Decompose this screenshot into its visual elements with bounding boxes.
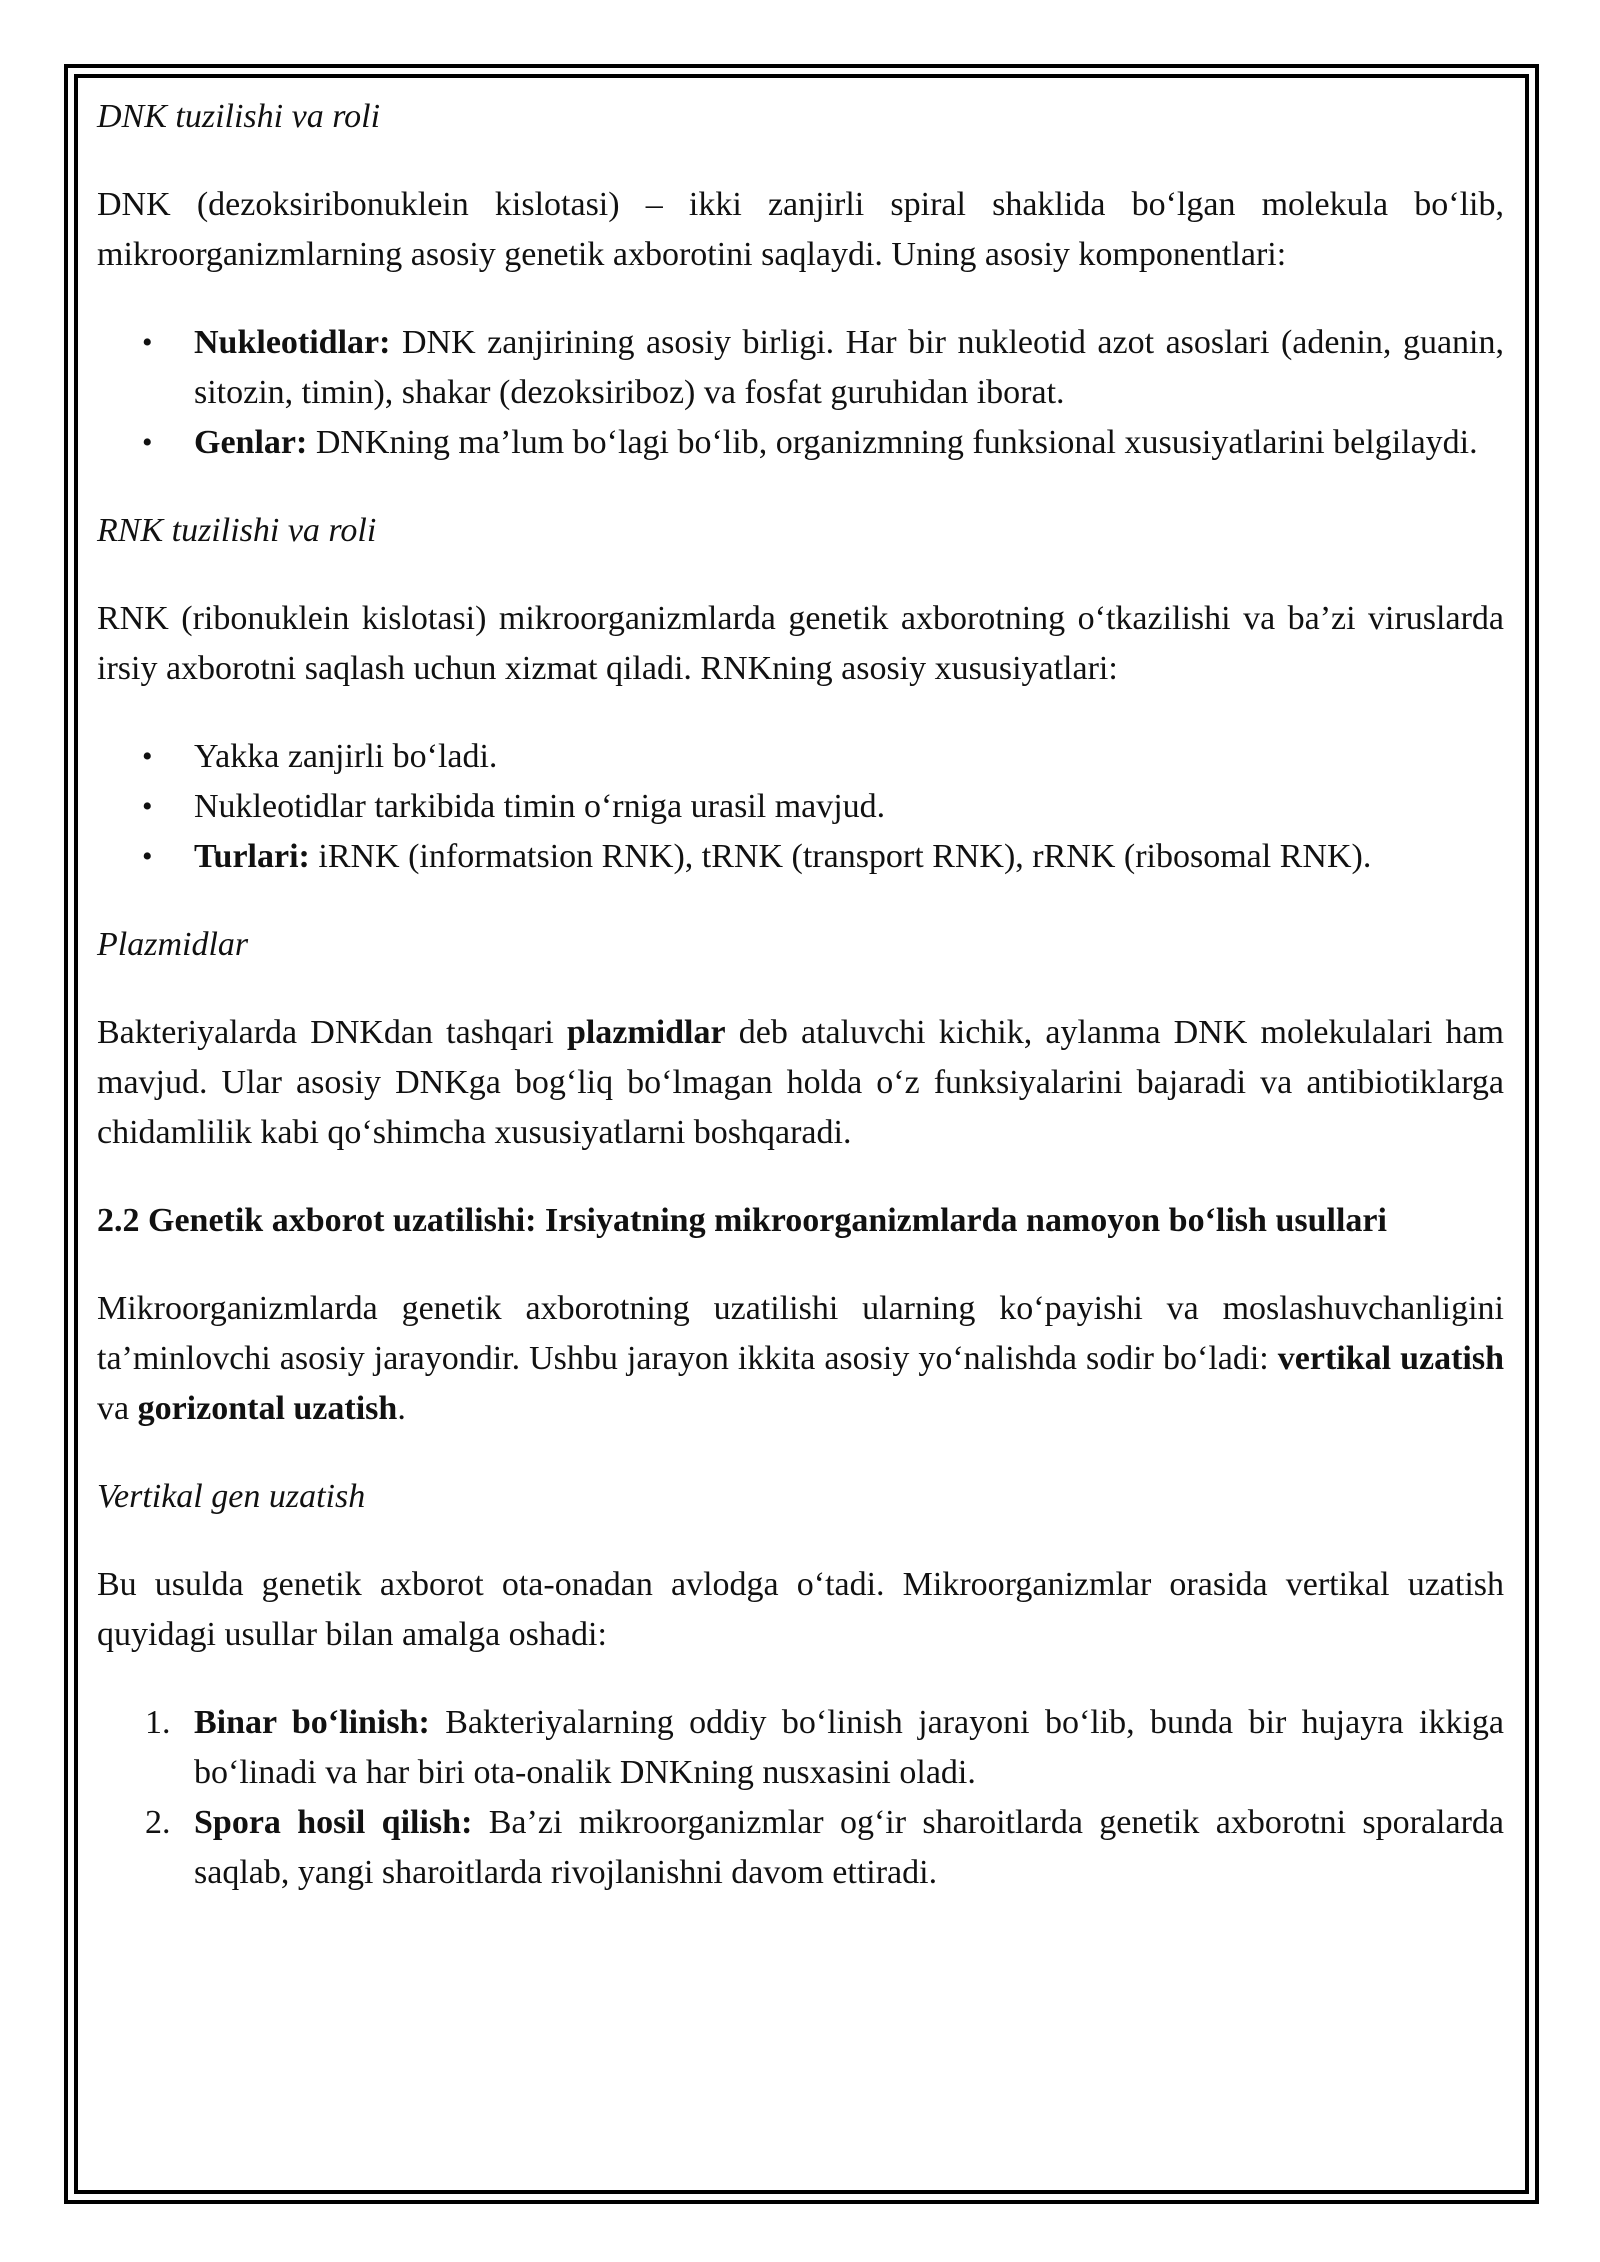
bullet-icon: • bbox=[142, 326, 153, 359]
list-item-label: Turlari: bbox=[194, 838, 310, 875]
list-item bbox=[97, 1698, 1504, 1798]
rnk-intro-paragraph: RNK (ribonuklein kislotasi) mikroorganizmlarda genetik axborotning o‘tkazilishi va ba’zi viruslarda irsiy axborotni saqlash uchun xizmat qiladi. RNKning asosiy xususiyatlari: bbox=[97, 600, 1504, 687]
list-item bbox=[97, 832, 1504, 882]
list-number: 1. bbox=[145, 1704, 171, 1741]
list-item-text: DNK zanjirining asosiy birligi. Har bir nukleotid azot asoslari (adenin, guanin, sitozin, timin), shakar (dezoksiriboz) va fosfat guruhidan iborat. bbox=[194, 324, 1504, 411]
rnk-list bbox=[97, 732, 1504, 882]
plazmid-text-b: deb ataluvchi kichik, aylanma DNK molekulalari ham mavjud. Ular asosiy DNKga bog‘liq bo‘lmagan holda o‘z funksiyalarini bajaradi va antibiotiklarga chidamlilik kabi qo‘shimcha xususiyatlarni boshqaradi. bbox=[97, 1014, 1505, 1151]
list-item-label: Genlar: bbox=[194, 424, 308, 461]
bullet-icon: • bbox=[142, 740, 153, 773]
list-item-text: Bakteriyalarning oddiy bo‘linish jarayoni bo‘lib, bunda bir hujayra ikkiga bo‘linadi va har biri ota-onalik DNKning nusxasini oladi. bbox=[194, 1704, 1505, 1791]
uzat-text-a: Mikroorganizmlarda genetik axborotning uzatilishi ularning ko‘payishi va moslashuvchanligini ta’minlovchi asosiy jarayondir. Ushbu jarayon ikkita asosiy yo‘nalishda sodir bo‘ladi: bbox=[97, 1290, 1504, 1377]
list-item-text: Nukleotidlar tarkibida timin o‘rniga urasil mavjud. bbox=[194, 788, 886, 825]
list-item bbox=[97, 318, 1504, 418]
bullet-icon: • bbox=[142, 426, 153, 459]
list-item bbox=[97, 1798, 1504, 1898]
vertikal-list bbox=[97, 1698, 1504, 1898]
vertikal-subtitle: Vertikal gen uzatish bbox=[97, 1478, 366, 1515]
bullet-icon: • bbox=[142, 790, 153, 823]
plazmid-subtitle: Plazmidlar bbox=[97, 926, 249, 963]
uzat-text-c: . bbox=[397, 1390, 406, 1427]
vertikal-intro-paragraph: Bu usulda genetik axborot ota-onadan avlodga o‘tadi. Mikroorganizmlar orasida vertikal uzatish quyidagi usullar bilan amalga oshadi: bbox=[97, 1566, 1504, 1653]
list-number: 2. bbox=[145, 1804, 171, 1841]
uzat-term-vertical: vertikal uzatish bbox=[1277, 1340, 1504, 1377]
list-item-label: Spora hosil qilish: bbox=[194, 1804, 473, 1841]
bullet-icon: • bbox=[142, 840, 153, 873]
list-item-label: Nukleotidlar: bbox=[194, 324, 391, 361]
list-item-label: Binar bo‘linish: bbox=[194, 1704, 430, 1741]
dnk-list bbox=[97, 318, 1504, 468]
section-heading: 2.2 Genetik axborot uzatilishi: Irsiyatning mikroorganizmlarda namoyon bo‘lish usullari bbox=[97, 1202, 1387, 1239]
list-item bbox=[97, 418, 1504, 468]
list-item bbox=[97, 732, 1504, 782]
plazmid-term: plazmidlar bbox=[566, 1014, 726, 1051]
plazmid-paragraph bbox=[97, 1008, 1504, 1158]
rnk-subtitle: RNK tuzilishi va roli bbox=[97, 512, 377, 549]
dnk-subtitle: DNK tuzilishi va roli bbox=[97, 98, 381, 135]
plazmid-text-a: Bakteriyalarda DNKdan tashqari bbox=[97, 1014, 567, 1051]
list-item-text: iRNK (informatsion RNK), tRNK (transport RNK), rRNK (ribosomal RNK). bbox=[309, 838, 1372, 875]
list-item-text: Ba’zi mikroorganizmlar og‘ir sharoitlarda genetik axborotni sporalarda saqlab, yangi sharoitlarda rivojlanishni davom ettiradi. bbox=[194, 1804, 1504, 1891]
list-item-text: Yakka zanjirli bo‘ladi. bbox=[194, 738, 498, 775]
document-page bbox=[97, 92, 1504, 1898]
uzatilish-paragraph bbox=[97, 1284, 1504, 1434]
uzat-term-horizontal: gorizontal uzatish bbox=[137, 1390, 398, 1427]
dnk-intro-paragraph: DNK (dezoksiribonuklein kislotasi) – ikki zanjirli spiral shaklida bo‘lgan molekula bo‘lib, mikroorganizmlarning asosiy genetik axborotini saqlaydi. Uning asosiy komponentlari: bbox=[97, 186, 1504, 273]
uzat-text-b: va bbox=[97, 1390, 138, 1427]
list-item bbox=[97, 782, 1504, 832]
list-item-text: DNKning ma’lum bo‘lagi bo‘lib, organizmning funksional xususiyatlarini belgilaydi. bbox=[307, 424, 1478, 461]
